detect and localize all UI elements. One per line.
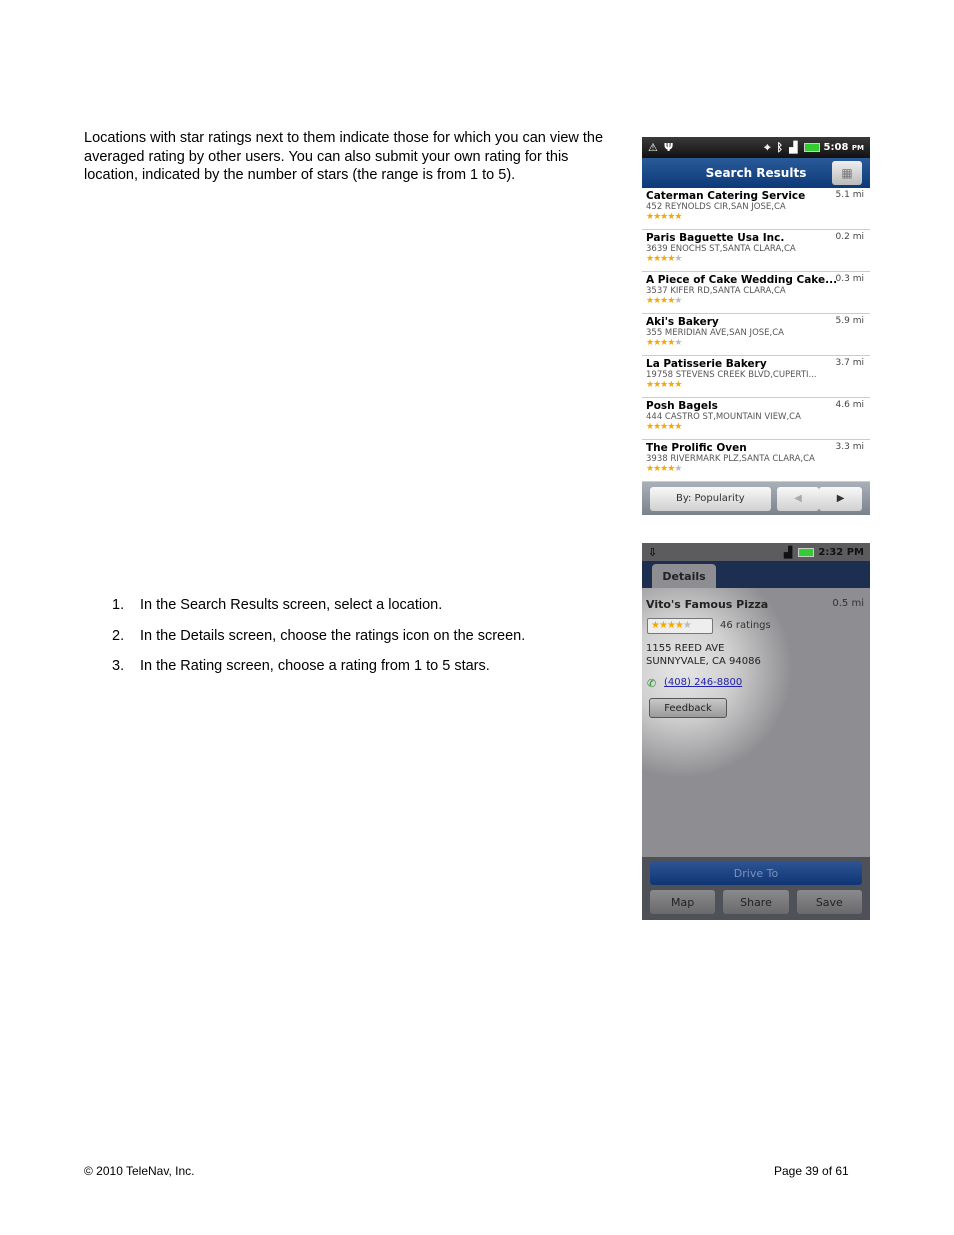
- action-bar: [642, 857, 870, 920]
- tab-details[interactable]: Details: [652, 564, 716, 588]
- star-rating: [646, 254, 864, 264]
- result-name: Posh Bagels: [646, 400, 718, 412]
- star-rating: [646, 422, 864, 432]
- star-icon: ★: [653, 422, 661, 432]
- result-name: The Prolific Oven: [646, 442, 747, 454]
- star-icon: ★: [667, 296, 675, 306]
- result-item[interactable]: [642, 272, 870, 314]
- star-icon: ★: [646, 422, 654, 432]
- step-item: [112, 597, 525, 628]
- signal-icon: ▟: [783, 545, 793, 559]
- result-name: Caterman Catering Service: [646, 190, 806, 202]
- details-content: [642, 588, 870, 857]
- star-icon: ★: [674, 338, 682, 348]
- star-icon: ★: [660, 296, 668, 306]
- intro-paragraph: Locations with star ratings next to them indicate those for which you can view the averaged rating by other users. You can also submit your own rating for this location, indicated by the number of stars (the range is from 1 to 5).: [84, 130, 604, 183]
- star-icon: ★: [667, 254, 675, 264]
- star-icon: ★: [667, 422, 675, 432]
- map-view-button[interactable]: [832, 161, 862, 185]
- save-button[interactable]: Save: [797, 890, 862, 914]
- result-address: 3639 ENOCHS ST,SANTA CLARA,CA: [646, 244, 796, 254]
- status-bar: [642, 543, 870, 561]
- result-distance: 5.9 mi: [835, 316, 864, 326]
- result-item[interactable]: [642, 188, 870, 230]
- share-button[interactable]: Share: [723, 890, 788, 914]
- result-name: La Patisserie Bakery: [646, 358, 767, 370]
- result-distance: 3.3 mi: [835, 442, 864, 452]
- step-number: 1.: [112, 597, 125, 613]
- star-icon: ★: [651, 620, 659, 631]
- result-address: 19758 STEVENS CREEK BLVD,CUPERTI...: [646, 370, 817, 380]
- details-screenshot: [642, 543, 870, 920]
- feedback-button[interactable]: Feedback: [649, 698, 727, 718]
- result-distance: 0.3 mi: [835, 274, 864, 284]
- result-item[interactable]: [642, 230, 870, 272]
- star-rating: [646, 380, 864, 390]
- screen-title: Search Results: [705, 166, 807, 180]
- star-icon: ★: [646, 338, 654, 348]
- map-icon: ▦: [841, 166, 853, 180]
- star-icon: ★: [646, 464, 654, 474]
- star-icon: ★: [660, 212, 668, 222]
- bluetooth-icon: ᛒ: [776, 141, 784, 154]
- results-list: [642, 188, 870, 482]
- status-time: 2:32 PM: [818, 546, 864, 558]
- star-icon: ★: [653, 296, 661, 306]
- ratings-button[interactable]: [647, 618, 713, 634]
- star-icon: ★: [660, 254, 668, 264]
- star-icon: ★: [674, 464, 682, 474]
- battery-icon: [798, 548, 814, 557]
- star-icon: ★: [660, 422, 668, 432]
- star-icon: ★: [646, 380, 654, 390]
- gps-icon: ⌖: [764, 140, 771, 154]
- result-name: Aki's Bakery: [646, 316, 719, 328]
- star-icon: ★: [666, 620, 675, 631]
- star-icon: ★: [660, 464, 668, 474]
- result-distance: 3.7 mi: [835, 358, 864, 368]
- footer-copyright: © 2010 TeleNav, Inc.: [84, 1164, 195, 1178]
- star-icon: ★: [674, 620, 683, 631]
- star-icon: ★: [646, 212, 654, 222]
- address-line2: SUNNYVALE, CA 94086: [646, 656, 761, 667]
- step-text: In the Rating screen, choose a rating from 1 to 5 stars.: [140, 658, 490, 674]
- header: [642, 158, 870, 188]
- step-number: 2.: [112, 627, 125, 644]
- star-rating: [646, 296, 864, 306]
- result-item[interactable]: [642, 398, 870, 440]
- result-name: A Piece of Cake Wedding Cake...: [646, 274, 838, 286]
- step-item: [112, 658, 525, 689]
- star-icon: ★: [667, 212, 675, 222]
- place-address: [646, 642, 761, 668]
- result-item[interactable]: [642, 356, 870, 398]
- status-ampm: PM: [851, 143, 864, 152]
- result-address: 3938 RIVERMARK PLZ,SANTA CLARA,CA: [646, 454, 815, 464]
- star-icon: ★: [667, 380, 675, 390]
- result-distance: 4.6 mi: [835, 400, 864, 410]
- step-number: 3.: [112, 658, 125, 674]
- star-icon: ★: [653, 212, 661, 222]
- result-address: 452 REYNOLDS CIR,SAN JOSE,CA: [646, 202, 786, 212]
- place-name: Vito's Famous Pizza: [646, 598, 769, 611]
- star-icon: ★: [674, 422, 682, 432]
- star-rating: [646, 464, 864, 474]
- star-icon: ★: [660, 338, 668, 348]
- result-address: 444 CASTRO ST,MOUNTAIN VIEW,CA: [646, 412, 801, 422]
- sort-button[interactable]: By: Popularity: [650, 487, 771, 511]
- step-text: In the Search Results screen, select a location.: [140, 597, 443, 613]
- star-icon: ★: [658, 620, 667, 631]
- address-line1: 1155 REED AVE: [646, 643, 725, 654]
- result-item[interactable]: [642, 440, 870, 482]
- map-button[interactable]: Map: [650, 890, 715, 914]
- drive-to-button[interactable]: Drive To: [650, 861, 862, 885]
- usb-icon: Ψ: [663, 141, 674, 154]
- footer-page-number: Page 39 of 61: [774, 1164, 849, 1178]
- steps-list: [112, 597, 525, 689]
- ratings-count: 46 ratings: [720, 620, 771, 631]
- star-icon: ★: [646, 296, 654, 306]
- step-item: [112, 628, 525, 659]
- star-icon: ★: [674, 380, 682, 390]
- star-icon: ★: [667, 338, 675, 348]
- star-icon: ★: [660, 380, 668, 390]
- step-text: In the Details screen, choose the ratings icon on the screen.: [140, 627, 526, 644]
- star-icon: ★: [674, 254, 682, 264]
- star-icon: ★: [653, 338, 661, 348]
- star-icon: ★: [646, 254, 654, 264]
- next-page-button[interactable]: ▶: [819, 487, 862, 511]
- result-distance: 5.1 mi: [835, 190, 864, 200]
- signal-icon: ▟: [789, 141, 798, 154]
- battery-icon: [804, 143, 820, 152]
- star-icon: ★: [674, 212, 682, 222]
- tab-bar: [642, 561, 870, 588]
- star-icon: ★: [653, 464, 661, 474]
- prev-page-button[interactable]: ◀: [777, 487, 820, 511]
- result-address: 355 MERIDIAN AVE,SAN JOSE,CA: [646, 328, 784, 338]
- download-icon: ⇩: [648, 545, 658, 559]
- status-time: 5:08: [823, 142, 849, 153]
- star-rating: [646, 338, 864, 348]
- phone-link[interactable]: (408) 246-8800: [664, 677, 743, 688]
- star-icon: ★: [667, 464, 675, 474]
- result-item[interactable]: [642, 314, 870, 356]
- star-rating: [646, 212, 864, 222]
- bottom-bar: [642, 482, 870, 515]
- phone-icon: ✆: [647, 677, 657, 690]
- star-icon: ★: [653, 380, 661, 390]
- warning-icon: ⚠: [648, 141, 658, 154]
- status-bar: [642, 137, 870, 158]
- star-icon: ★: [682, 620, 691, 631]
- search-results-screenshot: [642, 137, 870, 515]
- star-icon: ★: [674, 296, 682, 306]
- star-icon: ★: [653, 254, 661, 264]
- result-name: Paris Baguette Usa Inc.: [646, 232, 785, 244]
- result-address: 3537 KIFER RD,SANTA CLARA,CA: [646, 286, 786, 296]
- result-distance: 0.2 mi: [835, 232, 864, 242]
- place-distance: 0.5 mi: [832, 598, 864, 609]
